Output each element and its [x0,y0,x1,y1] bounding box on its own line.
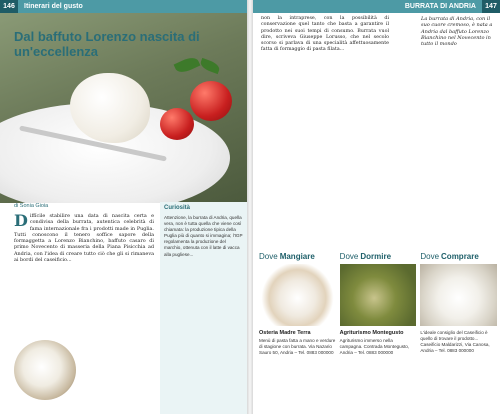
basil-leaf [199,58,221,74]
card-prefix: Dove [259,252,278,261]
tomato [190,81,232,121]
card-prefix: Dove [420,252,440,261]
card-mangiare [259,250,336,414]
drop-cap: D [14,211,28,230]
card-heading [259,250,336,264]
card-image [259,264,336,326]
card-heading [420,250,497,264]
burrata-inset-photo [14,340,76,400]
card-heading-text: Dormire [360,252,392,261]
card-dormire [340,250,417,414]
curiosita-title: Curiosità [164,205,191,211]
article-body-left [14,213,154,263]
curiosita-box [160,202,247,414]
where-cards [259,250,497,414]
pull-quote: La burrata di Andria, con il suo cuore cremoso, è nata a Andria dal baffuto Lorenzo Bianchino nel Novecento in tutto il mondo [421,16,493,48]
right-column-1: non la intraprese, con la possibilità di conservazione quel tanto che basta a garantire il prodotto nei suoi tempi di consumo. Burrata vuol dire, scriveva Giuseppe Lorusso, che nel secolo scorso si parlava di una specialità affettuosamente fatta di formaggio di pasta filata... [261,16,389,53]
left-page [0,0,247,414]
card-text: Menù di pasta fatta a mano e verdure di stagione con burrata. Via Nazario Sauro 50, Andria – Tel. 0883 000000 [259,338,336,355]
curiosita-text: Attenzione, la burrata di Andria, quella vera, non è tutta quella che viene così chiamata: la produzione tipica della Puglia più di quanto si immagina; l'IGP regolamenta la produzione del marchio, ottenuta con il latte di vacca alla pugliese... [164,215,243,257]
card-place: Agriturismo Montegusto [339,330,404,336]
card-place: Osteria Madre Terra [259,330,311,336]
card-text: Agriturismo immerso nella campagna. Contrada Montegusto, Andria – Tel. 0883 000000 [339,338,410,355]
body-text: iffícile stabilire una data di nascita certa e condivisa della burrata, autentica celebrità di fama internazionale fra i prodotti made in Puglia. Tutti conoscono il tenero soffice sapore della formaggetta a Lorenzo Bianchino, baffuto casaro di primo Novecento di masseria della Piana Pisicchia ad Andria, con l'idea di creare tutto ciò che gli si rimaneva ai bordi del caseificio... [14,213,154,264]
card-prefix: Dove [339,252,359,261]
tomato [160,108,194,140]
article-byline: di Sonia Gioia [14,203,49,209]
card-heading-text: Comprare [441,252,479,261]
article-headline: Dal baffuto Lorenzo nascita di un'eccellenza [14,29,200,59]
right-section-title: BURRATA DI ANDRIA [404,3,476,10]
right-page [253,0,500,414]
card-image [420,264,497,326]
right-page-number: 147 [482,0,500,13]
card-image [340,264,417,326]
card-heading [340,250,417,264]
card-comprare [420,250,497,414]
card-heading-text: Mangiare [279,252,315,261]
left-page-number: 146 [0,0,18,13]
burrata-hero-photo [0,13,247,203]
card-text: L'ideale consiglio del Caseificio è quello di trovare il prodotto... Caseificio Maldarizzi, Via Canosa, Andria – Tel. 0883 000000 [420,330,490,353]
left-section-title: Itinerari del gusto [24,3,83,10]
